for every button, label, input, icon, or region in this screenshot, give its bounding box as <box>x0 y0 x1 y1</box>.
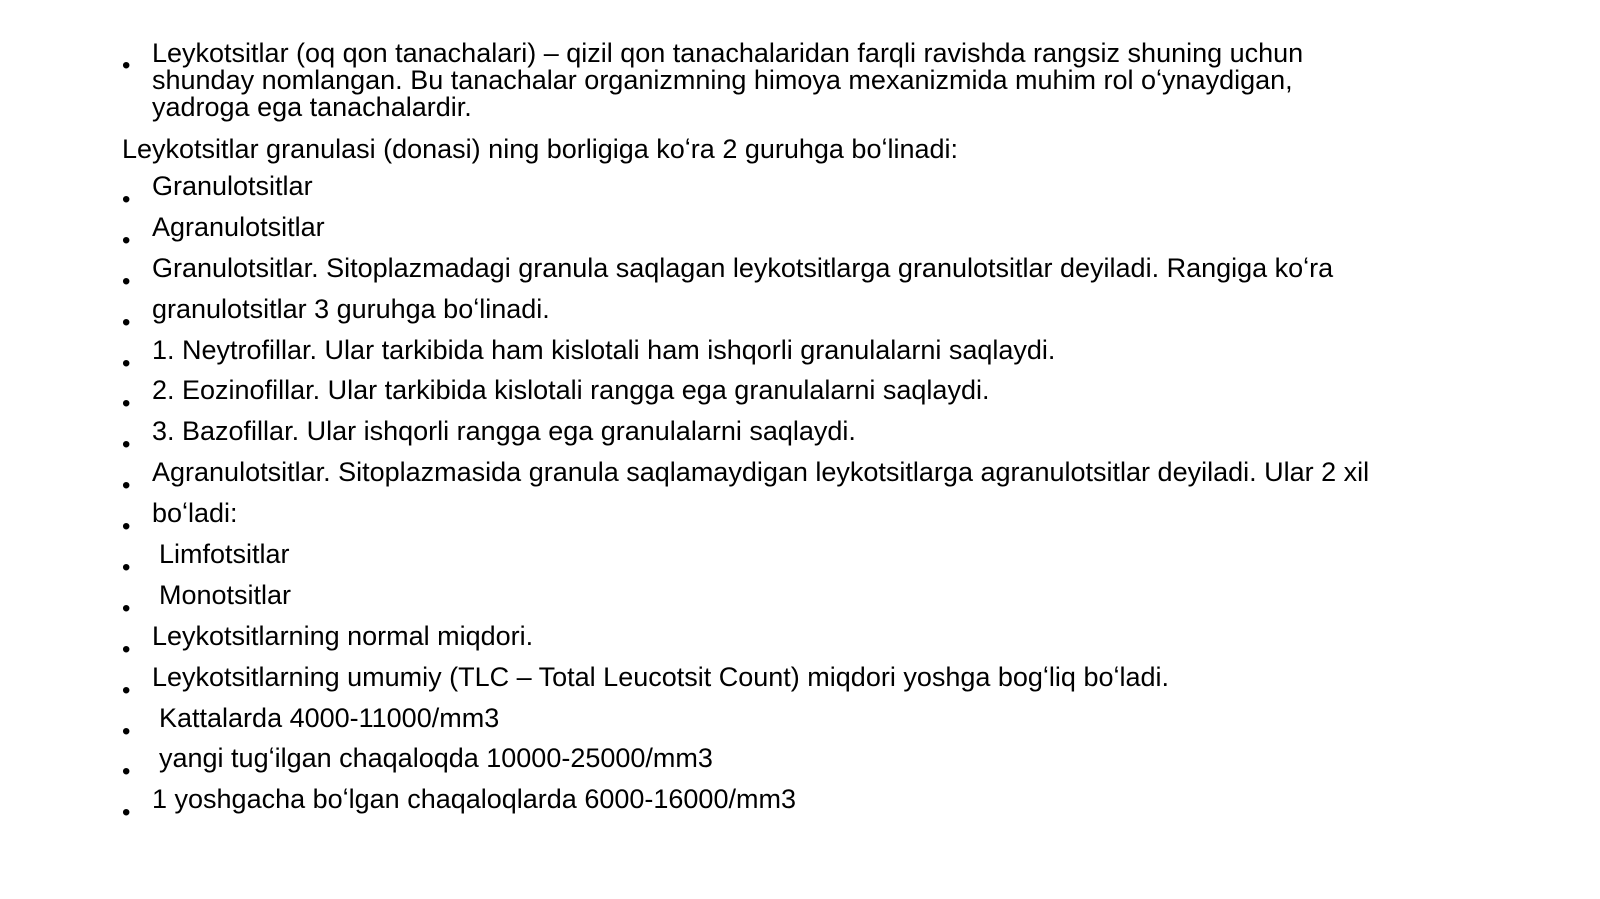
bullet-icon: • <box>122 554 131 582</box>
bullet-icon: • <box>122 267 131 295</box>
list-item <box>122 374 1522 418</box>
list-item-text: Limfotsitlar <box>159 539 290 570</box>
list-item <box>122 661 1522 702</box>
list-item <box>122 579 1522 620</box>
list-item <box>122 170 1522 211</box>
bullet-icon: • <box>122 390 131 418</box>
bullet-icon: • <box>122 758 131 786</box>
list-item-text: 3. Bazofillar. Ular ishqorli rangga ega granulalarni saqlaydi. <box>152 416 856 447</box>
classification-heading: Leykotsitlar granulasi (donasi) ning borligiga koʻra 2 guruhga boʻlinadi: <box>122 134 958 164</box>
list-item-text: Agranulotsitlar <box>152 211 325 242</box>
bullet-icon: • <box>122 349 131 377</box>
bullet-icon: • <box>122 186 131 213</box>
list-item <box>122 415 1522 459</box>
bullet-icon: • <box>122 676 131 704</box>
intro-line: shunday nomlangan. Bu tanachalar organizmning himoya mexanizmida muhim rol oʻynaydigan, <box>152 65 1293 95</box>
list-item <box>122 742 1522 786</box>
list-item <box>122 456 1522 500</box>
bullet-icon: • <box>122 226 131 254</box>
list-item-text: Monotsitlar <box>159 579 292 610</box>
list-item-text: Agranulotsitlar. Sitoplazmasida granula saqlamaydigan leykotsitlarga agranulotsitlar deyiladi. Ular 2 xil <box>152 457 1370 488</box>
bullet-list <box>122 170 1522 827</box>
list-item <box>122 497 1522 541</box>
bullet-icon: • <box>122 431 131 459</box>
bullet-icon: • <box>122 635 131 663</box>
bullet-icon: • <box>122 799 131 827</box>
list-item-text: granulotsitlar 3 guruhga boʻlinadi. <box>152 293 550 324</box>
bullet-icon: • <box>122 52 131 79</box>
list-item-text: Leykotsitlarning normal miqdori. <box>152 620 534 651</box>
list-item-text: Kattalarda 4000-11000/mm3 <box>159 702 500 733</box>
list-item-text: Granulotsitlar <box>152 171 313 201</box>
list-item <box>122 538 1522 582</box>
list-item-text: yangi tugʻilgan chaqaloqda 10000-25000/mm3 <box>159 743 713 774</box>
intro-line: Leykotsitlar (oq qon tanachalari) – qizil qon tanachalaridan farqli ravishda rangsiz shuning uchun <box>152 38 1304 68</box>
list-item-text: Granulotsitlar. Sitoplazmadagi granula saqlagan leykotsitlarga granulotsitlar deyiladi. Rangiga koʻra <box>152 252 1334 283</box>
bullet-icon: • <box>122 717 131 745</box>
bullet-icon: • <box>122 308 131 336</box>
list-item <box>122 702 1522 743</box>
list-item-text: 2. Eozinofillar. Ular tarkibida kislotali rangga ega granulalarni saqlaydi. <box>152 375 990 406</box>
intro-paragraph <box>122 38 1452 122</box>
list-item <box>122 620 1522 661</box>
list-item <box>122 334 1522 375</box>
list-item <box>122 252 1522 293</box>
list-item-text: 1 yoshgacha boʻlgan chaqaloqlarda 6000-16000/mm3 <box>152 784 796 815</box>
bullet-icon: • <box>122 472 131 500</box>
list-item-text: boʻladi: <box>152 498 238 529</box>
list-item-text: Leykotsitlarning umumiy (TLC – Total Leucotsit Count) miqdori yoshga bogʻliq boʻladi. <box>152 661 1170 692</box>
bullet-icon: • <box>122 513 131 541</box>
list-item <box>122 783 1522 827</box>
list-item <box>122 293 1522 334</box>
bullet-icon: • <box>122 594 131 622</box>
list-item <box>122 211 1522 252</box>
list-item-text: 1. Neytrofillar. Ular tarkibida ham kislotali ham ishqorli granulalarni saqlaydi. <box>152 334 1056 365</box>
intro-line: yadroga ega tanachalardir. <box>152 92 472 122</box>
